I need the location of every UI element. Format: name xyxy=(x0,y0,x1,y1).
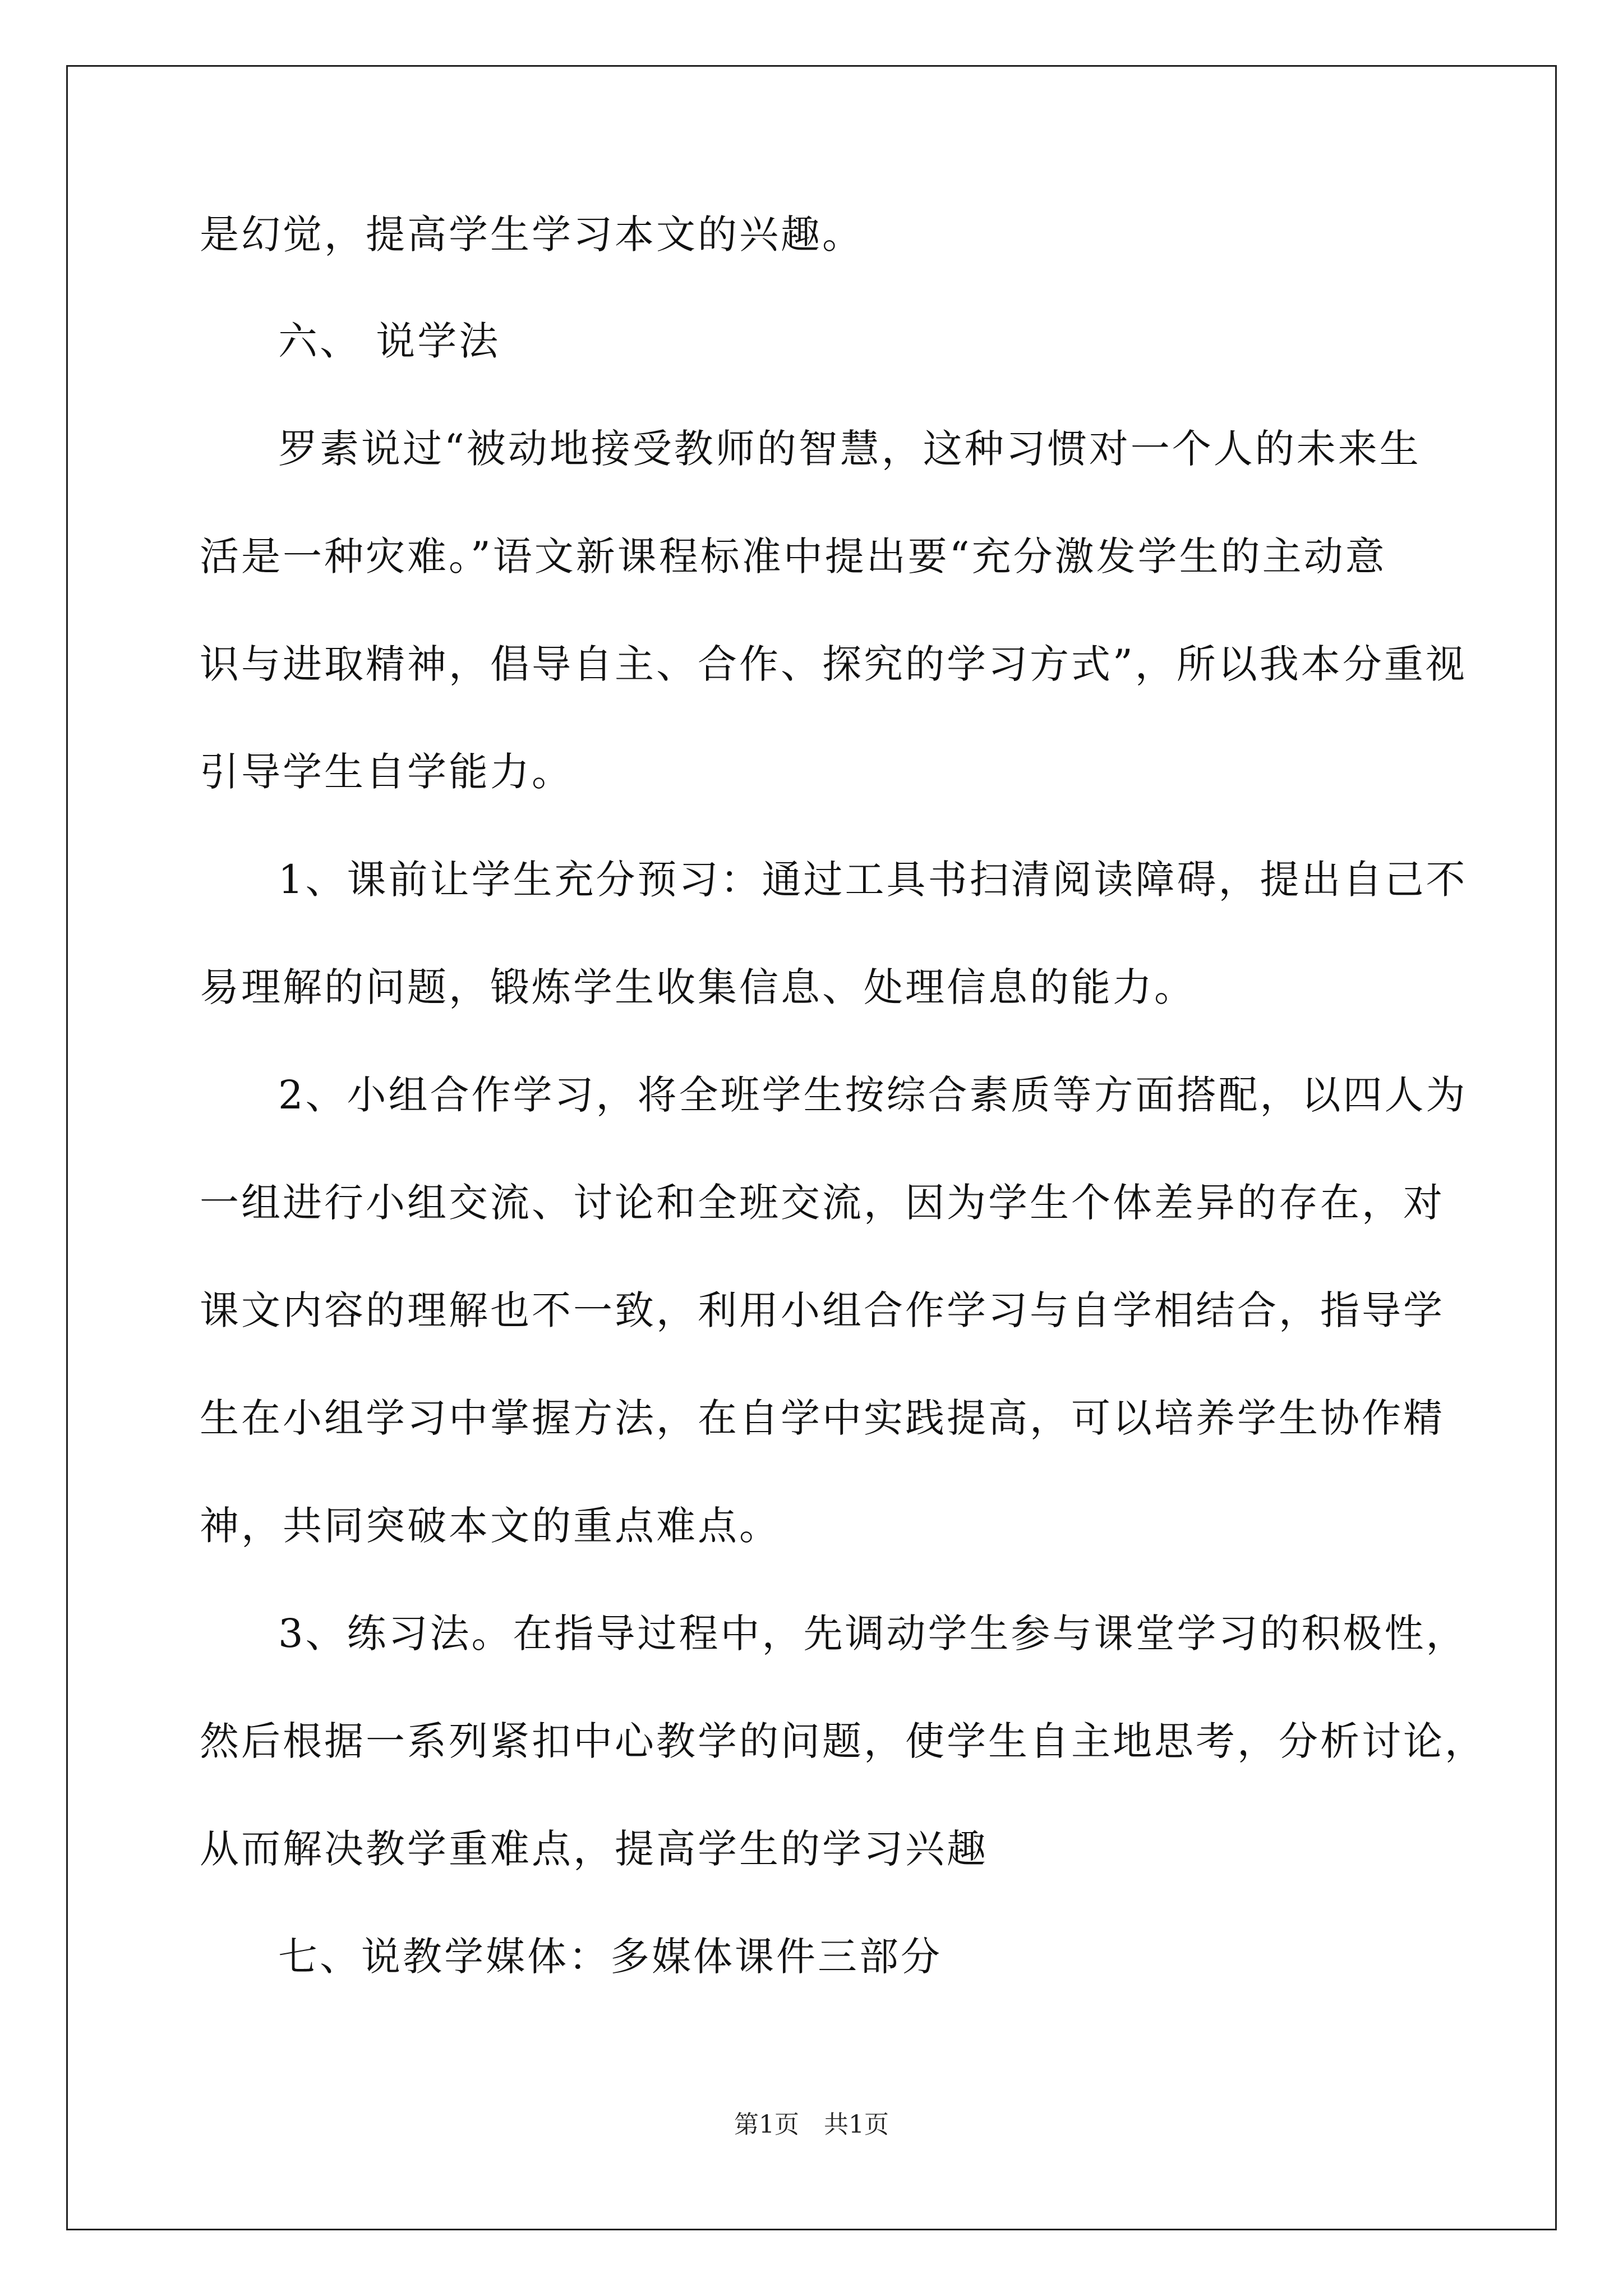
text-line: 生在小组学习中掌握方法，在自学中实践提高，可以培养学生协作精 xyxy=(200,1395,1445,1441)
text-line: 从而解决教学重难点，提高学生的学习兴趣 xyxy=(200,1826,988,1872)
text-line: 易理解的问题，锻炼学生收集信息、处理信息的能力。 xyxy=(200,964,1196,1010)
text-line: 识与进取精神，倡导自主、合作、探究的学习方式”，所以我本分重视 xyxy=(200,641,1467,687)
text-line: 引导学生自学能力。 xyxy=(200,749,573,795)
text-line: 神，共同突破本文的重点难点。 xyxy=(200,1503,781,1549)
section-heading: 七、说教学媒体：多媒体课件三部分 xyxy=(278,1934,942,1980)
text-line: 活是一种灾难。”语文新课程标准中提出要“充分激发学生的主动意 xyxy=(200,533,1387,579)
text-line: 3、练习法。在指导过程中，先调动学生参与课堂学习的积极性， xyxy=(278,1611,1468,1657)
text-line: 课文内容的理解也不一致，利用小组合作学习与自学相结合，指导学 xyxy=(200,1287,1445,1333)
text-line: 罗素说过“被动地接受教师的智慧，这种习惯对一个人的未来生 xyxy=(278,426,1421,472)
page-border xyxy=(66,65,1557,2230)
page-footer: 第1页 共1页 xyxy=(734,2110,889,2139)
text-line: 1、课前让学生充分预习：通过工具书扫清阅读障碍，提出自己不 xyxy=(278,857,1468,903)
text-line: 是幻觉，提高学生学习本文的兴趣。 xyxy=(200,211,864,257)
section-heading: 六、 说学法 xyxy=(278,318,501,364)
text-line: 一组进行小组交流、讨论和全班交流，因为学生个体差异的存在，对 xyxy=(200,1180,1445,1226)
text-line: 然后根据一系列紧扣中心教学的问题，使学生自主地思考，分析讨论， xyxy=(200,1718,1486,1764)
text-line: 2、小组合作学习，将全班学生按综合素质等方面搭配，以四人为 xyxy=(278,1072,1468,1118)
